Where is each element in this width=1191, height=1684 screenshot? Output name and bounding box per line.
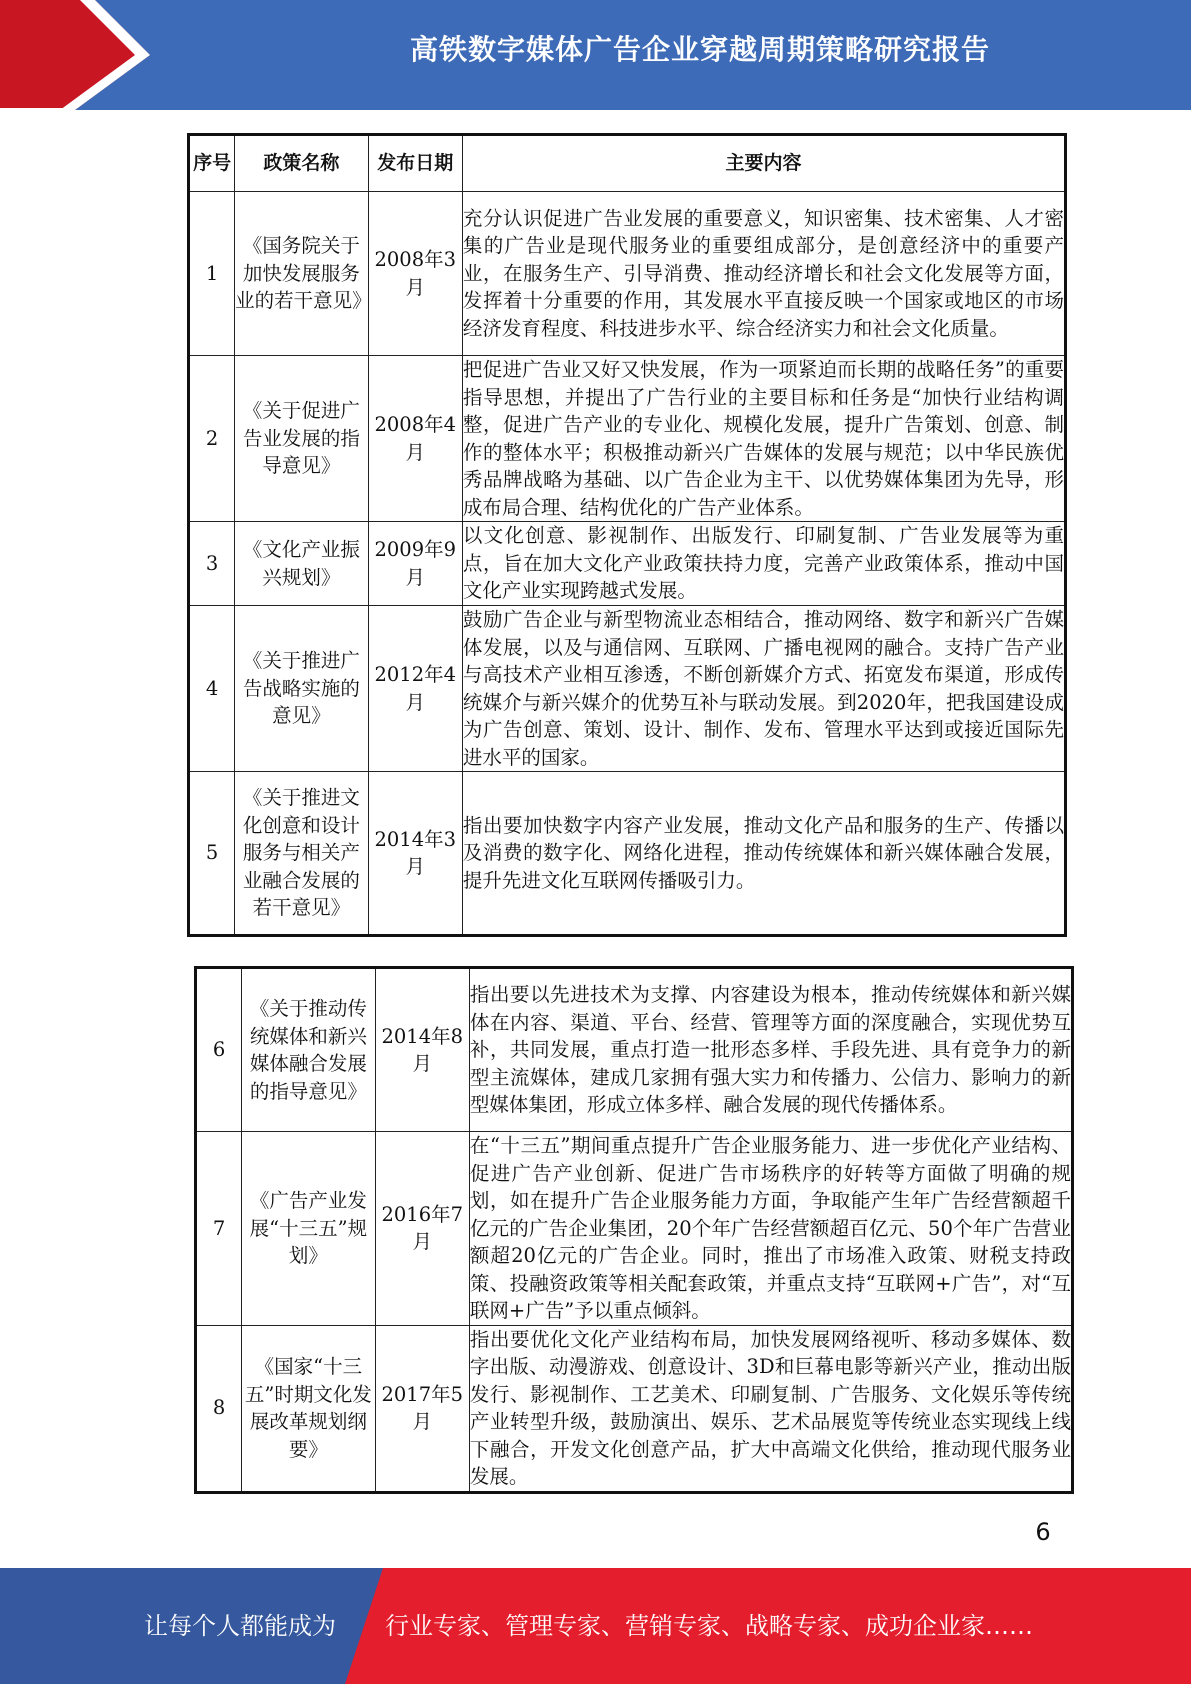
- row-policy-name: 《国务院关于加快发展服务业的若干意见》: [235, 192, 368, 356]
- row-content: 把促进广告业又好又快发展，作为一项紧迫而长期的战略任务”的重要指导思想，并提出了广告行业的主要目标和任务是“加快行业结构调整，促进广告产业的专业化、规模化发展，提升广告策划、创意、制作的整体水平；积极推动新兴广告媒体的发展与规范；以中华民族优秀品牌战略为基础、以广告企业为主干、以优势媒体集团为先导，形成布局合理、结构优化的广告产业体系。: [462, 356, 1065, 522]
- row-content: 指出要加快数字内容产业发展，推动文化产品和服务的生产、传播以及消费的数字化、网络化进程，推动传统媒体和新兴媒体融合发展，提升先进文化互联网传播吸引力。: [462, 772, 1065, 936]
- footer-slogan-right: 行业专家、管理专家、营销专家、战略专家、成功企业家……: [385, 1612, 1033, 1640]
- row-num: 8: [196, 1325, 242, 1492]
- row-policy-name: 《国家“十三五”时期文化发展改革规划纲要》: [242, 1325, 375, 1492]
- row-num: 1: [189, 192, 235, 356]
- row-num: 3: [189, 522, 235, 606]
- header-date: 发布日期: [368, 135, 462, 192]
- report-title: 高铁数字媒体广告企业穿越周期策略研究报告: [409, 33, 990, 66]
- table-row: [189, 192, 1066, 356]
- header-content: 主要内容: [462, 135, 1065, 192]
- row-date: 2009年9月: [368, 522, 462, 606]
- row-num: 6: [196, 968, 242, 1132]
- row-num: 5: [189, 772, 235, 936]
- row-date: 2014年3月: [368, 772, 462, 936]
- row-policy-name: 《关于推进广告战略实施的意见》: [235, 606, 368, 772]
- policy-table-part-2: [194, 966, 1074, 1494]
- row-content: 充分认识促进广告业发展的重要意义，知识密集、技术密集、人才密集的广告业是现代服务业的重要组成部分，是创意经济中的重要产业，在服务生产、引导消费、推动经济增长和社会文化发展等方面，发挥着十分重要的作用，其发展水平直接反映一个国家或地区的市场经济发育程度、科技进步水平、综合经济实力和社会文化质量。: [462, 192, 1065, 356]
- table-header-row: [189, 135, 1066, 192]
- row-date: 2012年4月: [368, 606, 462, 772]
- table-row: [196, 1325, 1073, 1492]
- page-footer: [0, 1568, 1191, 1684]
- table-row: [196, 968, 1073, 1132]
- table-row: [189, 772, 1066, 936]
- row-date: 2008年3月: [368, 192, 462, 356]
- table-row: [189, 606, 1066, 772]
- row-content: 以文化创意、影视制作、出版发行、印刷复制、广告业发展等为重点，旨在加大文化产业政策扶持力度，完善产业政策体系，推动中国文化产业实现跨越式发展。: [462, 522, 1065, 606]
- header-name: 政策名称: [235, 135, 368, 192]
- page-number: 6: [1035, 1518, 1051, 1546]
- row-content: 在“十三五”期间重点提升广告企业服务能力、进一步优化产业结构、促进广告产业创新、促进广告市场秩序的好转等方面做了明确的规划，如在提升广告企业服务能力方面，争取能产生年广告经营额超千亿元的广告企业集团，20个年广告经营额超百亿元、50个年广告营业额超20亿元的广告企业。同时，推出了市场准入政策、财税支持政策、投融资政策等相关配套政策，并重点支持“互联网+广告”，对“互联网+广告”予以重点倾斜。: [469, 1132, 1072, 1326]
- row-policy-name: 《文化产业振兴规划》: [235, 522, 368, 606]
- footer-slogan-left: 让每个人都能成为: [144, 1612, 336, 1640]
- row-content: 指出要优化文化产业结构布局，加快发展网络视听、移动多媒体、数字出版、动漫游戏、创意设计、3D和巨幕电影等新兴产业，推动出版发行、影视制作、工艺美术、印刷复制、广告服务、文化娱乐等传统产业转型升级，鼓励演出、娱乐、艺术品展览等传统业态实现线上线下融合，开发文化创意产品，扩大中高端文化供给，推动现代服务业发展。: [469, 1325, 1072, 1492]
- row-content: 鼓励广告企业与新型物流业态相结合，推动网络、数字和新兴广告媒体发展，以及与通信网、互联网、广播电视网的融合。支持广告产业与高技术产业相互渗透，不断创新媒介方式、拓宽发布渠道，形成传统媒介与新兴媒介的优势互补与联动发展。到2020年，把我国建设成为广告创意、策划、设计、制作、发布、管理水平达到或接近国际先进水平的国家。: [462, 606, 1065, 772]
- table-row: [189, 356, 1066, 522]
- row-content: 指出要以先进技术为支撑、内容建设为根本，推动传统媒体和新兴媒体在内容、渠道、平台、经营、管理等方面的深度融合，实现优势互补，共同发展，重点打造一批形态多样、手段先进、具有竞争力的新型主流媒体，建成几家拥有强大实力和传播力、公信力、影响力的新型媒体集团，形成立体多样、融合发展的现代传播体系。: [469, 968, 1072, 1132]
- row-date: 2014年8月: [375, 968, 469, 1132]
- row-date: 2016年7月: [375, 1132, 469, 1326]
- row-policy-name: 《关于推动传统媒体和新兴媒体融合发展的指导意见》: [242, 968, 375, 1132]
- row-policy-name: 《关于促进广告业发展的指导意见》: [235, 356, 368, 522]
- row-policy-name: 《广告产业发展“十三五”规划》: [242, 1132, 375, 1326]
- table-row: [189, 522, 1066, 606]
- page-header: [0, 0, 1191, 110]
- table-row: [196, 1132, 1073, 1326]
- row-num: 2: [189, 356, 235, 522]
- header-num: 序号: [189, 135, 235, 192]
- row-date: 2017年5月: [375, 1325, 469, 1492]
- row-num: 4: [189, 606, 235, 772]
- row-policy-name: 《关于推进文化创意和设计服务与相关产业融合发展的若干意见》: [235, 772, 368, 936]
- row-num: 7: [196, 1132, 242, 1326]
- policy-table-part-1: [187, 133, 1067, 937]
- row-date: 2008年4月: [368, 356, 462, 522]
